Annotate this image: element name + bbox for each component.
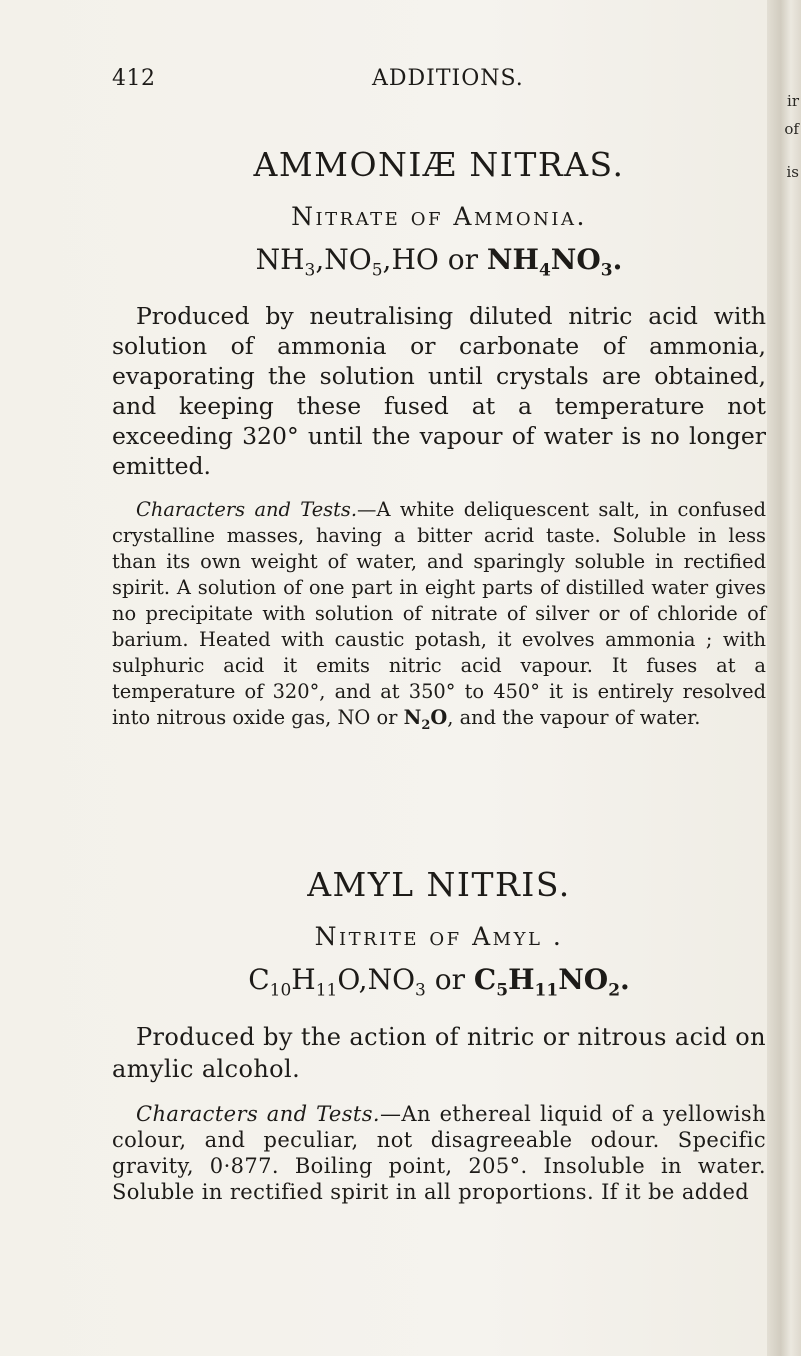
running-head: ADDITIONS.	[372, 66, 524, 91]
section-amyl-nitris	[112, 865, 766, 1205]
chemical-formula: $C_{10}H_{11}O,NO_3$ or $C_5H_{11}NO_2$.	[248, 963, 630, 1001]
section-title: AMYL NITRIS.	[307, 865, 571, 904]
characters-paragraph: Characters and Tests.—A white deliquescent salt, in confused crystalline masses, having a bitter acrid taste. Soluble in less than its own weight of water, and sparingly soluble in rectified spirit. A solution of one part in eight parts of distilled water gives no precipitate with solution of nitrate of silver or of chloride of barium. Heated with caustic potash, it evolves ammonia ; with sulphuric acid it emits nitric acid vapour. It fuses at a temperature of 320°, and at 350° to 450° it is entirely resolved into nitrous oxide gas, NO or $N_2O$, and the vapour of water.	[112, 497, 766, 734]
formula-or: or	[447, 243, 478, 276]
characters-text-end: , and the vapour of water.	[447, 706, 701, 730]
characters-heading: Characters and Tests.	[136, 1101, 381, 1126]
characters-text: —A white deliquescent salt, in confused crystalline masses, having a bitter acrid taste. Soluble in less than its own weight of water, and sparingly soluble in rectified spirit. A solution of one part in eight parts of distilled water gives no precipitate with solution of nitrate of silver or of chloride of barium. Heated with caustic potash, it evolves ammonia ; with sulphuric acid it emits nitric acid vapour. It fuses at a temperature of 320°, and at 350° to 450° it is entirely resolved into nitrous oxide gas, NO or	[112, 497, 766, 730]
chemical-formula: $NH_3,NO_5,HO$ or $NH_4NO_3$.	[255, 243, 623, 281]
preparation-paragraph: Produced by the action of nitric or nitrous acid on amylic alcohol.	[112, 1022, 766, 1083]
page-number: 412	[112, 66, 156, 91]
characters-heading: Characters and Tests.	[136, 497, 358, 521]
margin-mark: ir	[787, 92, 799, 110]
section-subtitle: Nitrite of Amyl .	[314, 922, 564, 951]
characters-paragraph	[112, 1101, 766, 1205]
section-title: AMMONIÆ NITRAS.	[253, 145, 625, 184]
section-subtitle: Nitrate of Ammonia.	[291, 202, 587, 231]
margin-mark: of	[784, 120, 799, 138]
section-ammoniae-nitras	[112, 145, 766, 739]
characters-text: —An ethereal liquid of a yellowish colour, and peculiar, not disagreeable odour. Specific gravity, 0·877. Boiling point, 205°. Insoluble in water. Soluble in rectified spirit in all proportions. If it be added	[112, 1101, 767, 1204]
page-header	[0, 66, 801, 96]
preparation-paragraph: Produced by neutralising diluted nitric acid with solution of ammonia or carbonate of ammonia, evaporating the solution until crystals are obtained, and keeping these fused at a temperature not exceeding 320° until the vapour of water is no longer emitted.	[112, 301, 766, 480]
formula-or: or	[434, 963, 466, 996]
margin-mark: is	[786, 163, 799, 181]
page-edge-shadow	[767, 0, 801, 1356]
